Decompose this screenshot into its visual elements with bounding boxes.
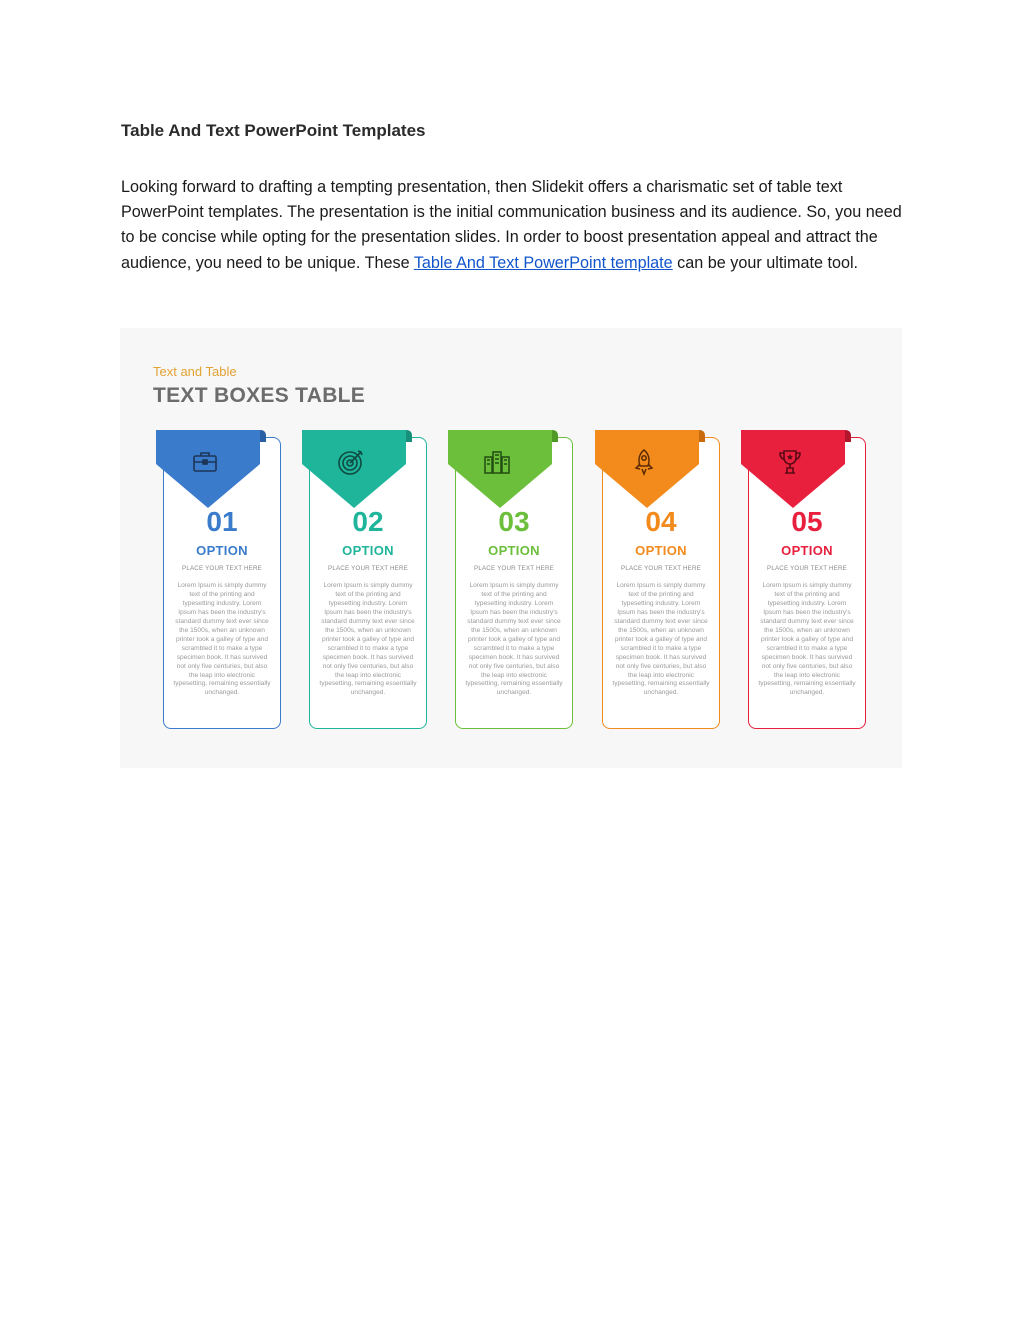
- card-placeholder-heading: PLACE YOUR TEXT HERE: [621, 565, 701, 572]
- card-option-label: OPTION: [781, 543, 833, 558]
- card-body-text: Lorem Ipsum is simply dummy text of the printing and typesetting industry. Lorem Ipsum has been the industry's standard dummy text ever since the 1500s, when an unknown printer took a galley of type and scrambled it to make a type specimen book. It has survived not only five centuries, but also the leap into electronic typesetting, remaining essentially unchanged.: [319, 582, 417, 697]
- card-placeholder-heading: PLACE YOUR TEXT HERE: [182, 565, 262, 572]
- card-placeholder-heading: PLACE YOUR TEXT HERE: [328, 565, 408, 572]
- option-card-03: [455, 431, 573, 729]
- card-number: 05: [791, 506, 823, 537]
- card-header-flap: [448, 430, 550, 507]
- option-card-04: [602, 431, 720, 729]
- option-card-02: [309, 431, 427, 729]
- card-option-label: OPTION: [635, 543, 687, 558]
- card-number: 02: [352, 506, 384, 537]
- card-option-label: OPTION: [196, 543, 248, 558]
- buildings-icon: [482, 447, 512, 477]
- card-header-flap: [156, 430, 258, 507]
- intro-text-end: can be your ultimate tool.: [672, 253, 859, 272]
- rocket-icon: [629, 447, 659, 477]
- card-header-flap: [595, 430, 697, 507]
- card-body-text: Lorem Ipsum is simply dummy text of the printing and typesetting industry. Lorem Ipsum has been the industry's standard dummy text ever since the 1500s, when an unknown printer took a galley of type and scrambled it to make a type specimen book. It has survived not only five centuries, but also the leap into electronic typesetting, remaining essentially unchanged.: [758, 582, 856, 697]
- option-card-05: [748, 431, 866, 729]
- template-link[interactable]: Table And Text PowerPoint template: [413, 253, 673, 272]
- slide-title: TEXT BOXES TABLE: [153, 384, 366, 407]
- intro-text-start: Looking forward to drafting a tempting presentation, then Slidekit offers a charismatic set of table text PowerPoint templates. The presentation is the initial communication business and its audience. So, you need to be concise while opting for the presentation slides. In order to boost presentation appeal and attract the audience, you need to be unique. These: [121, 178, 902, 272]
- target-icon: [336, 447, 366, 477]
- briefcase-icon: [190, 447, 220, 477]
- document-title: Table And Text PowerPoint Templates: [121, 121, 426, 140]
- card-body-text: Lorem Ipsum is simply dummy text of the printing and typesetting industry. Lorem Ipsum has been the industry's standard dummy text ever since the 1500s, when an unknown printer took a galley of type and scrambled it to make a type specimen book. It has survived not only five centuries, but also the leap into electronic typesetting, remaining essentially unchanged.: [465, 582, 563, 697]
- card-number: 01: [206, 506, 238, 537]
- card-body-text: Lorem Ipsum is simply dummy text of the printing and typesetting industry. Lorem Ipsum has been the industry's standard dummy text ever since the 1500s, when an unknown printer took a galley of type and scrambled it to make a type specimen book. It has survived not only five centuries, but also the leap into electronic typesetting, remaining essentially unchanged.: [173, 582, 271, 697]
- option-card-01: [163, 431, 281, 729]
- card-option-label: OPTION: [342, 543, 394, 558]
- card-body-text: Lorem Ipsum is simply dummy text of the printing and typesetting industry. Lorem Ipsum has been the industry's standard dummy text ever since the 1500s, when an unknown printer took a galley of type and scrambled it to make a type specimen book. It has survived not only five centuries, but also the leap into electronic typesetting, remaining essentially unchanged.: [612, 582, 710, 697]
- slide-subtitle: Text and Table: [153, 364, 237, 379]
- card-number: 04: [645, 506, 677, 537]
- card-header-flap: [302, 430, 404, 507]
- intro-paragraph: [121, 175, 911, 276]
- card-option-label: OPTION: [488, 543, 540, 558]
- card-number: 03: [498, 506, 530, 537]
- slide-image: [120, 328, 902, 768]
- card-header-flap: [741, 430, 843, 507]
- card-placeholder-heading: PLACE YOUR TEXT HERE: [474, 565, 554, 572]
- card-placeholder-heading: PLACE YOUR TEXT HERE: [767, 565, 847, 572]
- trophy-icon: [775, 447, 805, 477]
